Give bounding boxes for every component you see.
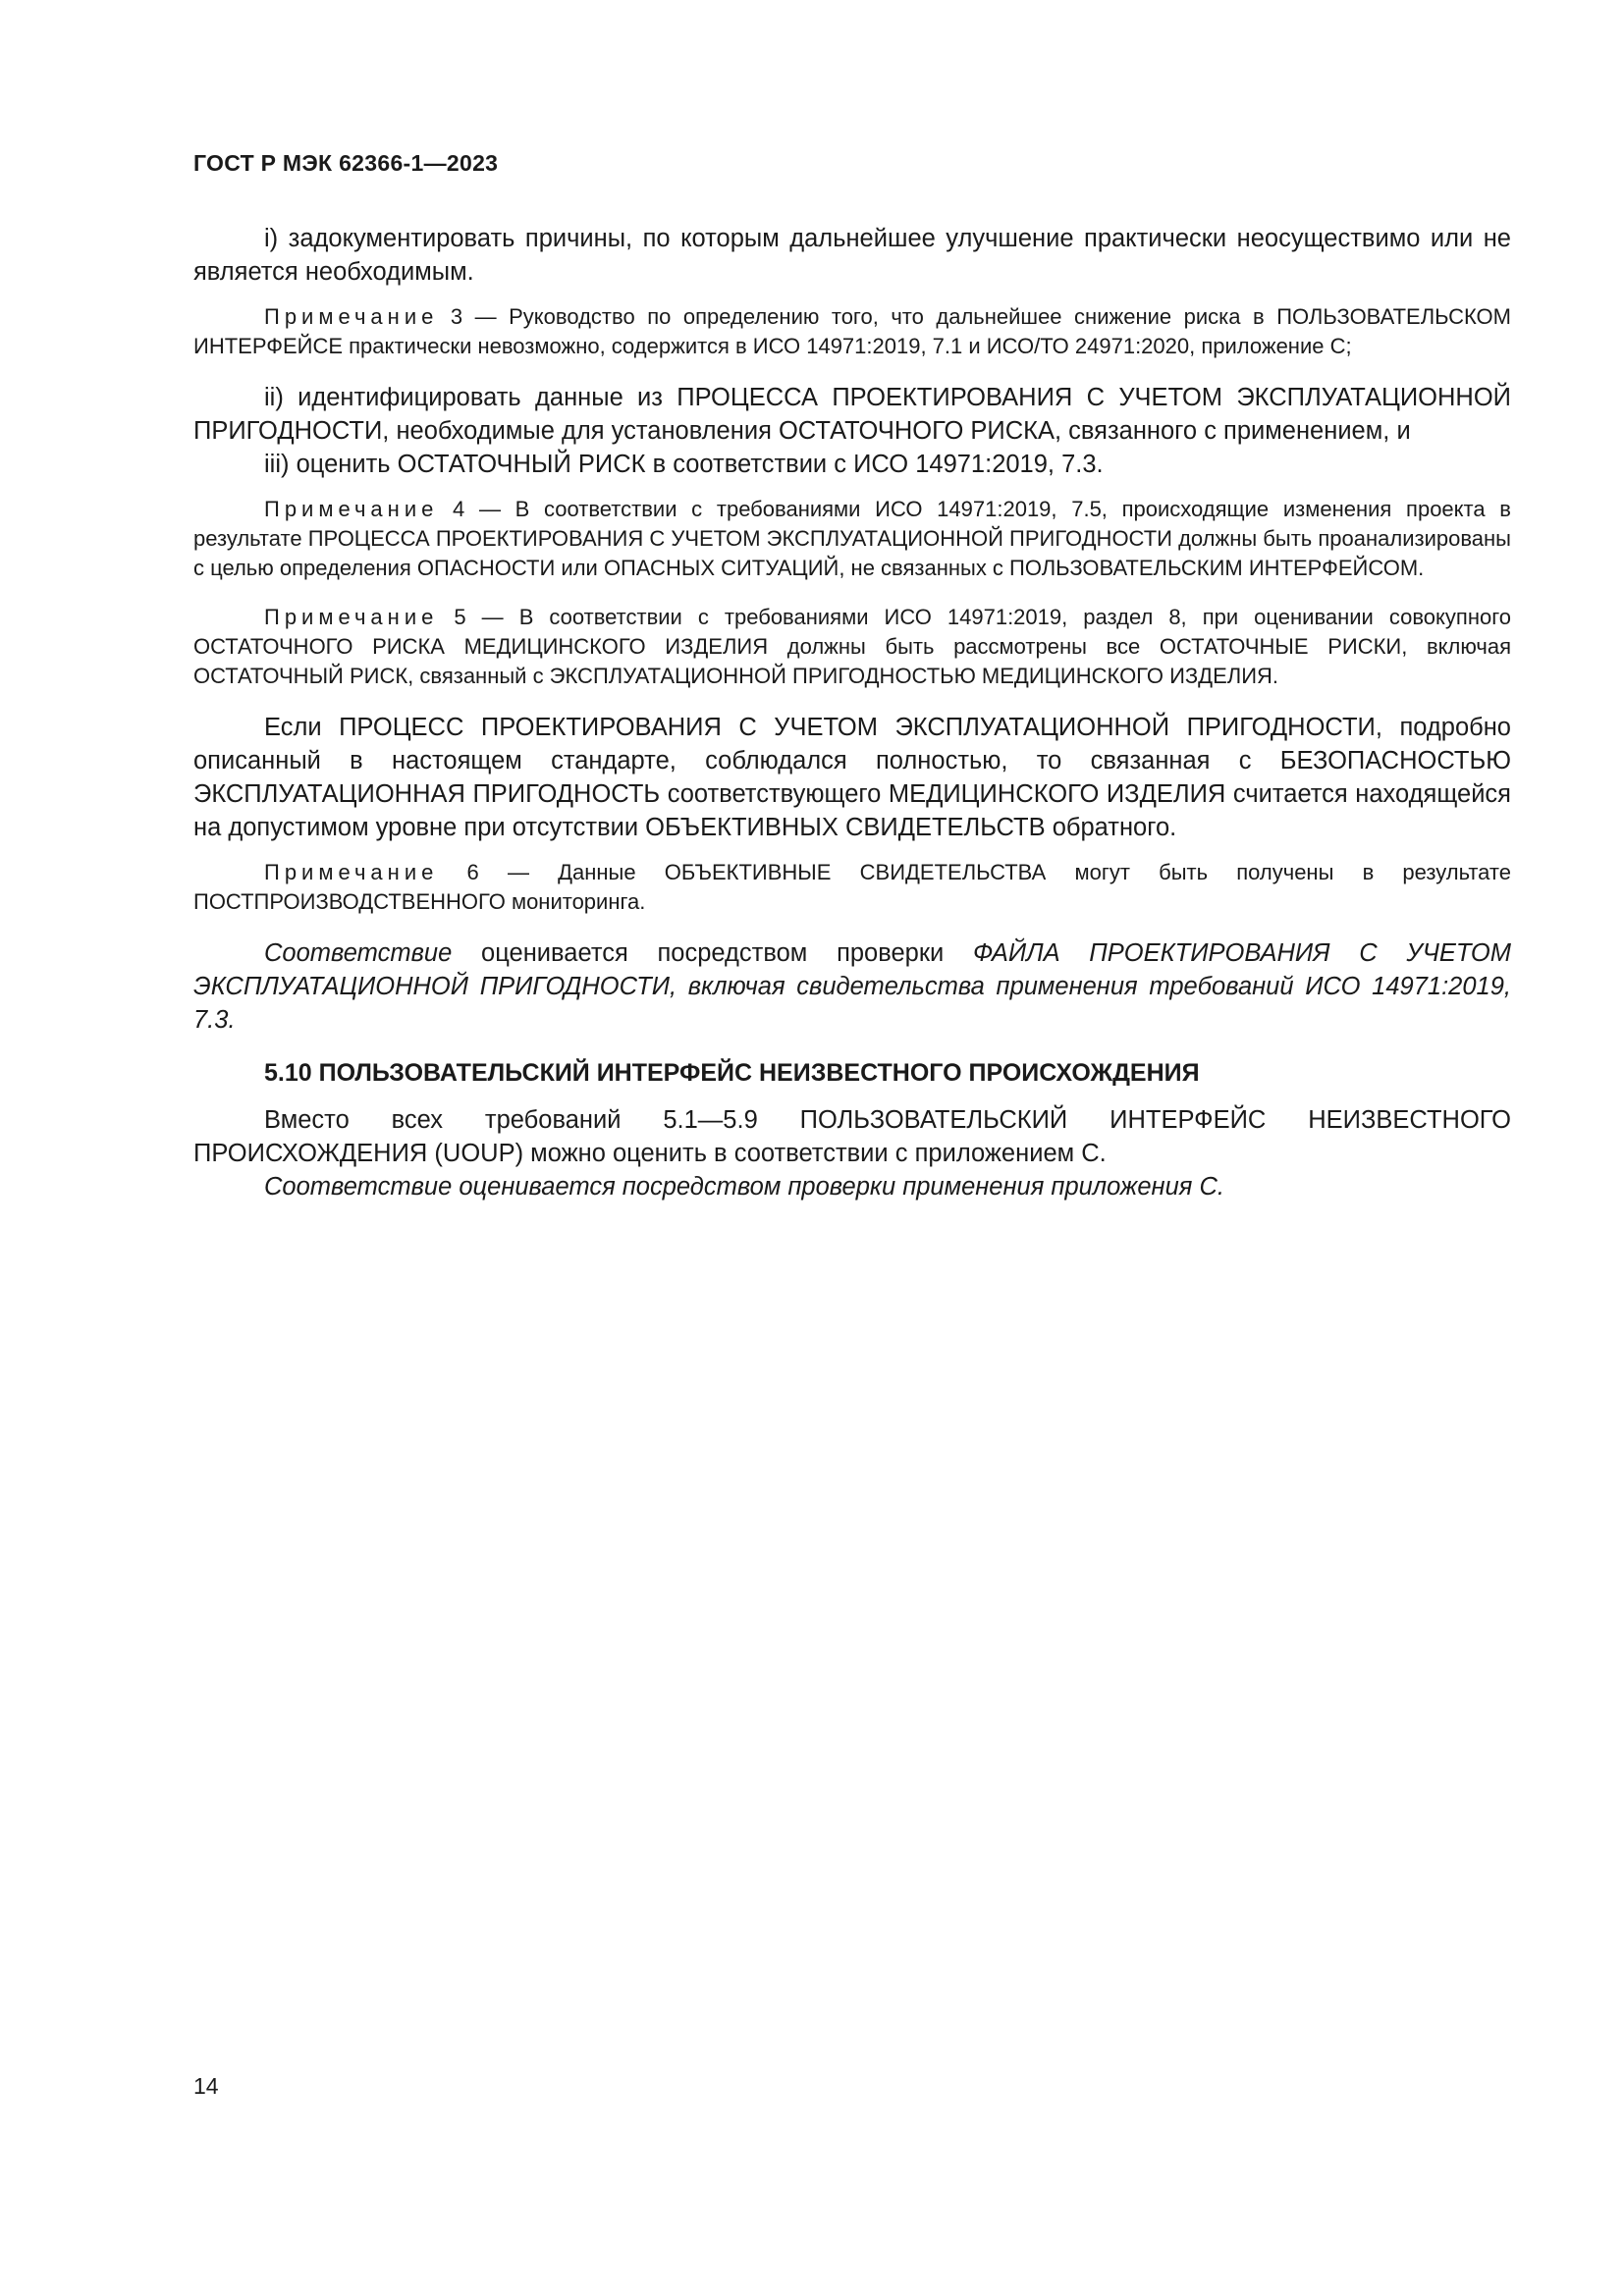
note-3-label: Примечание	[264, 304, 439, 329]
note-5-text: 5 — В соответствии с требованиями ИСО 14971:2019, раздел 8, при оценивании совокупного ОСТАТОЧНОГО РИСКА МЕДИЦИНСКОГО ИЗДЕЛИЯ должны быть рассмотрены все ОСТАТОЧНЫЕ РИСКИ, включая ОСТАТОЧНЫЙ РИСК, связанный с ЭКСПЛУАТАЦИОННОЙ ПРИГОДНОСТЬЮ МЕДИЦИНСКОГО ИЗДЕЛИЯ.	[193, 605, 1511, 688]
list-item-i: i) задокументировать причины, по которым дальнейшее улучшение практически неосуществимо или не является необходимым.	[193, 225, 1511, 286]
page-number: 14	[193, 2073, 219, 2099]
note-3	[193, 302, 1511, 361]
note-5-label: Примечание	[264, 605, 439, 629]
section-heading-5-10: 5.10 ПОЛЬЗОВАТЕЛЬСКИЙ ИНТЕРФЕЙС НЕИЗВЕСТНОГО ПРОИСХОЖДЕНИЯ	[264, 1059, 1200, 1087]
note-4-label: Примечание	[264, 497, 439, 521]
list-item-iii: iii) оценить ОСТАТОЧНЫЙ РИСК в соответствии с ИСО 14971:2019, 7.3.	[264, 451, 1104, 478]
note-4	[193, 495, 1511, 583]
note-6-text: 6 — Данные ОБЪЕКТИВНЫЕ СВИДЕТЕЛЬСТВА могут быть получены в результате ПОСТПРОИЗВОДСТВЕННОГО мониторинга.	[193, 860, 1511, 914]
note-5	[193, 603, 1511, 691]
document-header-title: ГОСТ Р МЭК 62366-1—2023	[193, 150, 499, 176]
paragraph-process-compliance: Если ПРОЦЕСС ПРОЕКТИРОВАНИЯ С УЧЕТОМ ЭКСПЛУАТАЦИОННОЙ ПРИГОДНОСТИ, подробно описанный в настоящем стандарте, соблюдался полностью, то связанная с БЕЗОПАСНОСТЬЮ ЭКСПЛУАТАЦИОННАЯ ПРИГОДНОСТЬ соответствующего МЕДИЦИНСКОГО ИЗДЕЛИЯ считается находящейся на допустимом уровне при отсутствии ОБЪЕКТИВНЫХ СВИДЕТЕЛЬСТВ обратного.	[193, 714, 1511, 841]
note-3-text: 3 — Руководство по определению того, что дальнейшее снижение риска в ПОЛЬЗОВАТЕЛЬСКОМ ИНТЕРФЕЙСЕ практически невозможно, содержится в ИСО 14971:2019, 7.1 и ИСО/ТО 24971:2020, приложение С;	[193, 304, 1511, 358]
list-item-ii: ii) идентифицировать данные из ПРОЦЕССА ПРОЕКТИРОВАНИЯ С УЧЕТОМ ЭКСПЛУАТАЦИОННОЙ ПРИГОДНОСТИ, необходимые для установления ОСТАТОЧНОГО РИСКА, связанного с применением, и	[193, 384, 1511, 445]
compliance-1-tail: ФАЙЛА ПРОЕКТИРОВАНИЯ С УЧЕТОМ ЭКСПЛУАТАЦИОННОЙ ПРИГОДНОСТИ, включая свидетельства применения требований ИСО 14971:2019, 7.3.	[193, 939, 1511, 1034]
page-body	[193, 222, 1511, 1203]
compliance-1-middle: оценивается посредством проверки	[452, 939, 973, 967]
note-4-text: 4 — В соответствии с требованиями ИСО 14971:2019, 7.5, происходящие изменения проекта в результате ПРОЦЕССА ПРОЕКТИРОВАНИЯ С УЧЕТОМ ЭКСПЛУАТАЦИОННОЙ ПРИГОДНОСТИ должны быть проанализированы с целью определения ОПАСНОСТИ или ОПАСНЫХ СИТУАЦИЙ, не связанных с ПОЛЬЗОВАТЕЛЬСКИМ ИНТЕРФЕЙСОМ.	[193, 497, 1511, 580]
note-6-label: Примечание	[264, 860, 439, 884]
compliance-statement-2: Соответствие оценивается посредством проверки применения приложения С.	[264, 1173, 1224, 1201]
paragraph-uoup: Вместо всех требований 5.1—5.9 ПОЛЬЗОВАТЕЛЬСКИЙ ИНТЕРФЕЙС НЕИЗВЕСТНОГО ПРОИСХОЖДЕНИЯ (UOUP) можно оценить в соответствии с приложением С.	[193, 1106, 1511, 1167]
compliance-1-lead: Соответствие	[264, 939, 453, 967]
note-6	[193, 858, 1511, 917]
compliance-statement-1	[193, 936, 1511, 1037]
